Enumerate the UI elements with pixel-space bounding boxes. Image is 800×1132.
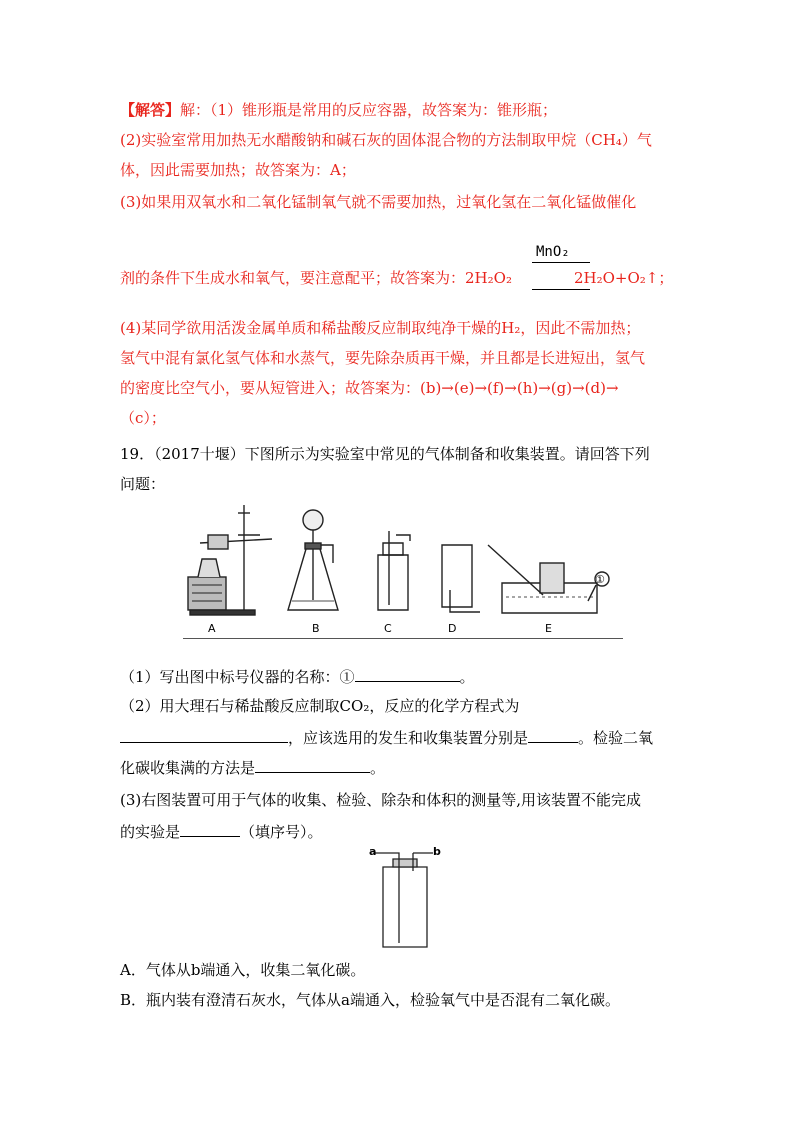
fig-label-a: A [208, 622, 216, 635]
answer-label: 【解答】 [120, 101, 181, 119]
circle-marker: ① [595, 573, 605, 586]
q2-text-d: 化碳收集满的方法是 [120, 759, 256, 777]
answer-line-2: (2)实验室常用加热无水醋酸钠和碱石灰的固体混合物的方法制取甲烷（CH₄）气 [120, 131, 652, 149]
answer-line-5 [120, 268, 673, 288]
option-a: A．气体从b端通入，收集二氧化碳。 [120, 961, 366, 979]
answer-text-5a: 剂的条件下生成水和氧气，要注意配平；故答案为：2H₂O₂ [120, 269, 512, 287]
answer-line-8: 的密度比空气小，要从短管进入；故答案为：(b)→(e)→(f)→(h)→(g)→(d)→ [120, 379, 619, 397]
answer-line-1 [120, 100, 557, 120]
figure-baseline [183, 638, 623, 639]
fig-label-c: C [384, 622, 392, 635]
question-line-1: 19．（2017十堰）下图所示为实验室中常见的气体制备和收集装置。请回答下列 [120, 445, 650, 463]
equation-bar-bottom [532, 289, 590, 290]
apparatus-b [288, 510, 338, 610]
q1-line [120, 665, 475, 687]
q1-blank[interactable] [355, 665, 460, 682]
q3-text-c: （填序号）。 [240, 823, 323, 841]
q2-line-1: （2）用大理石与稀盐酸反应制取CO₂，反应的化学方程式为 [120, 697, 520, 715]
catalyst-label: MnO₂ [536, 244, 570, 260]
answer-line-3: 体，因此需要加热；故答案为：A； [120, 161, 356, 179]
q1-text: （1）写出图中标号仪器的名称：① [120, 668, 355, 686]
apparatus-e [488, 545, 609, 613]
bottle-label-a: a [369, 845, 377, 858]
bottle-label-b: b [433, 845, 441, 858]
fig-label-e: E [545, 622, 552, 635]
answer-line-6: (4)某同学欲用活泼金属单质和稀盐酸反应制取纯净干燥的H₂，因此不需加热； [120, 319, 641, 337]
q2-device-blank[interactable] [528, 726, 578, 743]
q3-text-b: 的实验是 [120, 823, 181, 841]
apparatus-a [188, 505, 272, 615]
answer-text-1: 解：（1）锥形瓶是常用的反应容器，故答案为：锥形瓶； [180, 101, 558, 119]
q2-text-c: 。检验二氧 [578, 729, 654, 747]
option-b: B．瓶内装有澄清石灰水，气体从a端通入，检验氧气中是否混有二氧化碳。 [120, 991, 620, 1009]
q3-line-2 [120, 820, 323, 842]
q2-equation-blank[interactable] [120, 726, 288, 743]
q2-text-b: ，应该选用的发生和收集装置分别是 [288, 729, 529, 747]
answer-text-5b: 2H₂O+O₂↑； [573, 269, 674, 287]
answer-line-7: 氢气中混有氯化氢气体和水蒸气，要先除杂质再干燥，并且都是长进短出，氢气 [120, 349, 646, 367]
q3-line-1: (3)右图装置可用于气体的收集、检验、除杂和体积的测量等,用该装置不能完成 [120, 791, 642, 809]
answer-line-4: (3)如果用双氧水和二氧化锰制氧气就不需要加热，过氧化氢在二氧化锰做催化 [120, 193, 637, 211]
q2-line-2 [120, 726, 653, 748]
q3-blank[interactable] [180, 820, 240, 837]
q2-line-3 [120, 756, 385, 778]
equation-bar-top [532, 262, 590, 263]
apparatus-c [378, 531, 410, 610]
apparatus-d [442, 545, 480, 612]
answer-line-9: （c）； [120, 409, 166, 427]
q1-end: 。 [459, 668, 475, 686]
question-line-2: 问题： [120, 475, 166, 493]
bottle-figure [365, 845, 445, 955]
apparatus-figure [180, 505, 630, 640]
q2-method-blank[interactable] [255, 756, 370, 773]
fig-label-b: B [312, 622, 320, 635]
fig-label-d: D [448, 622, 457, 635]
q2-text-e: 。 [370, 759, 386, 777]
